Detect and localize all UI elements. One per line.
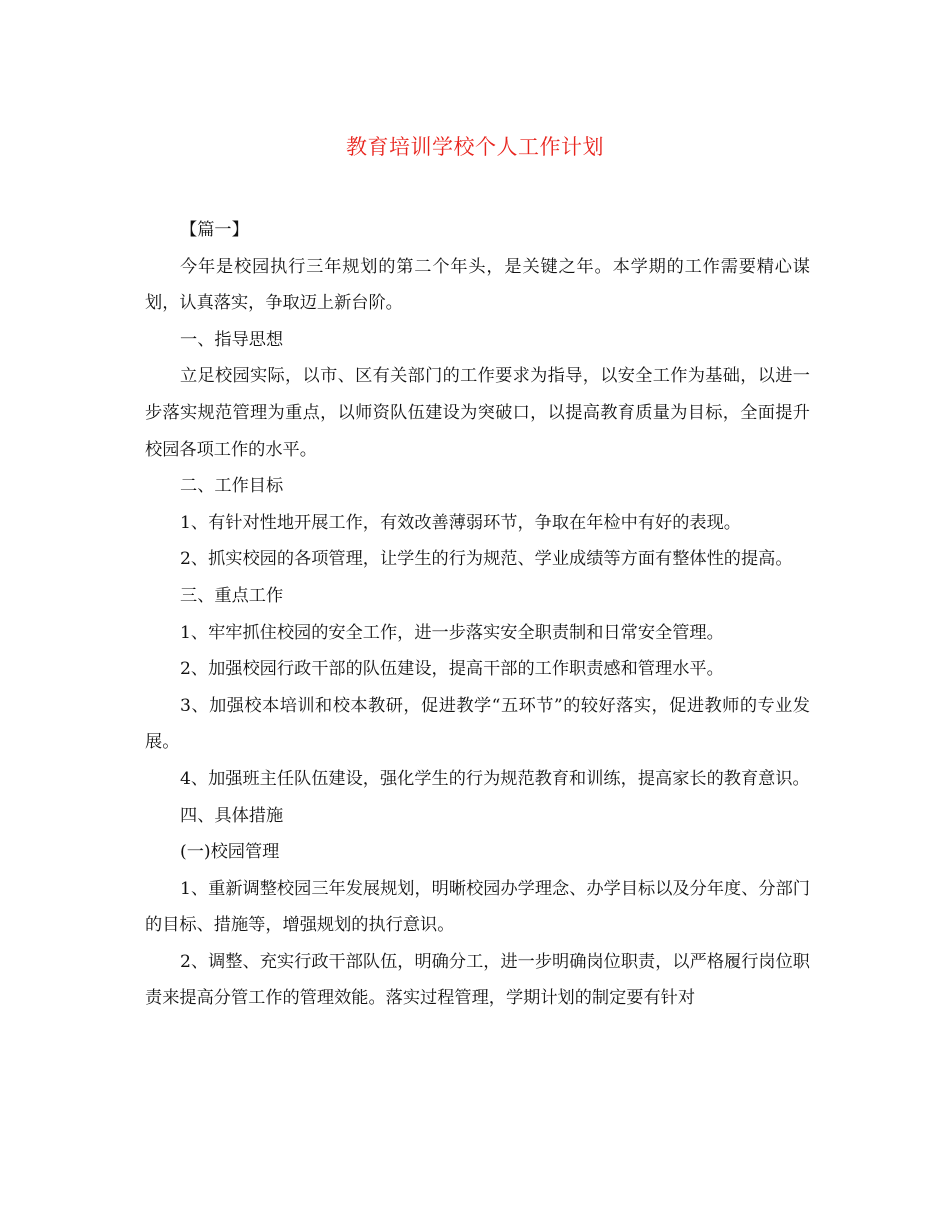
heading-specific-measures: 四、具体措施	[180, 805, 284, 826]
section-label-part-one: 【篇一】	[180, 220, 249, 240]
document-title: 教育培训学校个人工作计划	[346, 135, 604, 159]
list-item-key-work-3: 3、加强校本培训和校本教研，促进教学“五环节”的较好落实，促进教师的专业发展。	[145, 695, 810, 753]
paragraph-intro: 今年是校园执行三年规划的第二个年头，是关键之年。本学期的工作需要精心谋划，认真落实，争取迈上新台阶。	[145, 256, 810, 314]
list-item-measure-2: 2、调整、充实行政干部队伍，明确分工，进一步明确岗位职责，以严格履行岗位职责来提高分管工作的管理效能。落实过程管理，学期计划的制定要有针对	[145, 951, 810, 1009]
heading-work-goals: 二、工作目标	[180, 476, 284, 497]
list-item-goal-1: 1、有针对性地开展工作，有效改善薄弱环节，争取在年检中有好的表现。	[180, 512, 741, 533]
list-item-key-work-1: 1、牢牢抓住校园的安全工作，进一步落实安全职责制和日常安全管理。	[180, 622, 724, 643]
heading-guiding-ideology: 一、指导思想	[180, 329, 284, 350]
document-body	[145, 212, 810, 1017]
heading-key-work: 三、重点工作	[180, 585, 284, 606]
list-item-goal-2: 2、抓实校园的各项管理，让学生的行为规范、学业成绩等方面有整体性的提高。	[180, 549, 793, 570]
paragraph-guiding-ideology: 立足校园实际，以市、区有关部门的工作要求为指导，以安全工作为基础，以进一步落实规范管理为重点，以师资队伍建设为突破口，以提高教育质量为目标，全面提升校园各项工作的水平。	[145, 366, 810, 460]
list-item-measure-1: 1、重新调整校园三年发展规划，明晰校园办学理念、办学目标以及分年度、分部门的目标、措施等，增强规划的执行意识。	[145, 878, 810, 936]
list-item-key-work-4: 4、加强班主任队伍建设，强化学生的行为规范教育和训练，提高家长的教育意识。	[180, 768, 810, 789]
subheading-campus-management: (一)校园管理	[180, 842, 280, 863]
list-item-key-work-2: 2、加强校园行政干部的队伍建设，提高干部的工作职责感和管理水平。	[180, 659, 724, 680]
